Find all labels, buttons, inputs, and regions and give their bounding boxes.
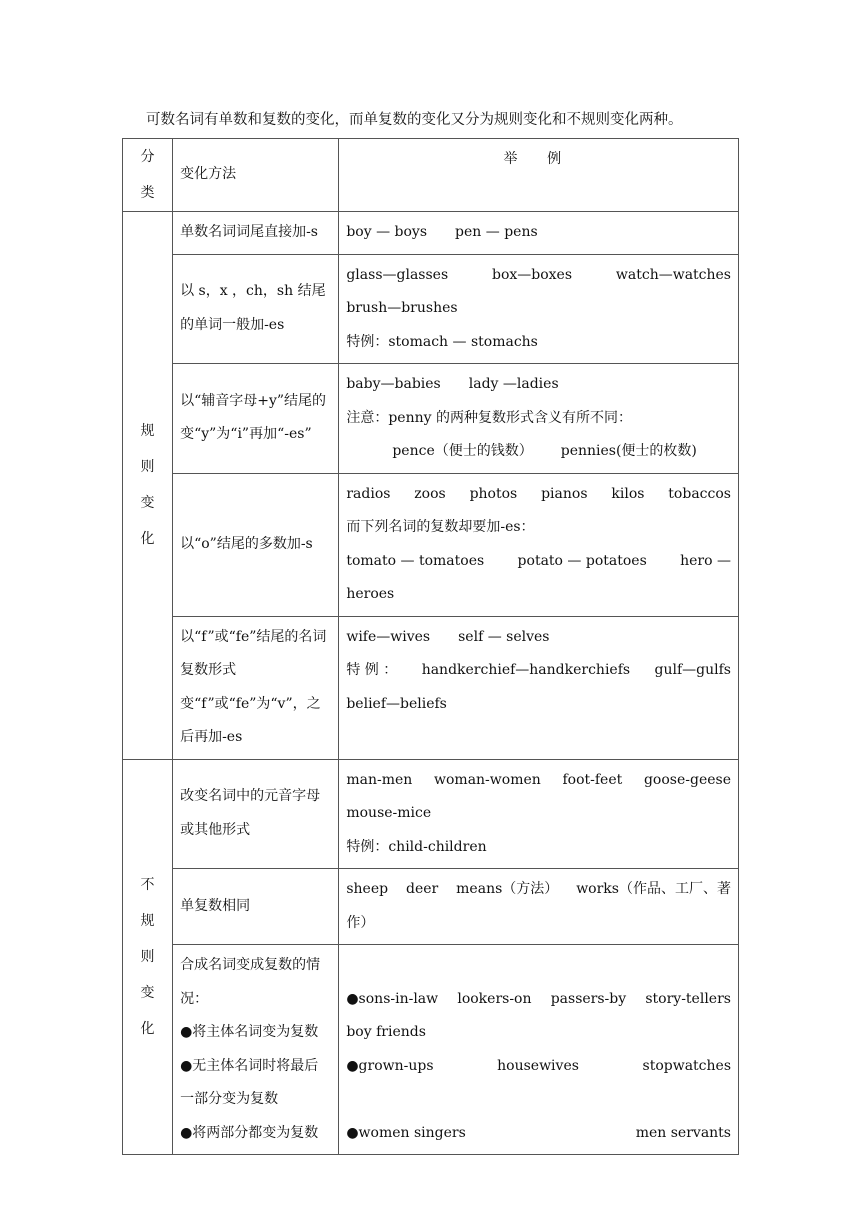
example-line xyxy=(346,1016,731,1050)
example-cell xyxy=(339,869,739,945)
plural-rules-table xyxy=(122,138,739,1155)
example-line xyxy=(346,654,731,688)
example-cell xyxy=(339,759,739,869)
example-line xyxy=(346,1117,731,1151)
example-line xyxy=(346,478,731,512)
example-text: works（作品、工厂、著 xyxy=(576,881,731,897)
example-text: 特例：child-children xyxy=(346,838,487,855)
example-line xyxy=(346,907,731,941)
method-line: ●将主体名词变为复数 xyxy=(180,1024,319,1040)
example-text: hero — xyxy=(680,552,731,569)
example-text: goose-geese xyxy=(643,771,731,788)
regular-row-1 xyxy=(123,212,739,255)
intro-paragraph: 可数名词有单数和复数的变化，而单复数的变化又分为规则变化和不规则变化两种。 xyxy=(146,112,683,128)
irregular-row-3 xyxy=(123,945,739,1155)
example-text: pianos xyxy=(541,485,588,502)
example-text: deer xyxy=(406,881,439,897)
example-text: 而下列名词的复数却要加-es： xyxy=(346,519,535,535)
example-line xyxy=(346,402,731,436)
example-text: kilos xyxy=(611,485,645,502)
method-cell: 单复数相同 xyxy=(173,869,339,945)
table-header-row xyxy=(123,139,739,212)
example-cell xyxy=(339,364,739,474)
header-category: 分类 xyxy=(123,139,173,212)
method-line: 合成名词变成复数的情况： xyxy=(180,957,321,1007)
example-line xyxy=(346,326,731,360)
example-cell xyxy=(339,473,739,616)
example-text: photos xyxy=(469,485,518,502)
example-line xyxy=(346,621,731,655)
example-text: wife—wives xyxy=(346,628,431,645)
example-text: ●grown-ups xyxy=(346,1057,434,1074)
example-line xyxy=(346,292,731,326)
example-text: pen — pens xyxy=(455,224,538,240)
example-line xyxy=(346,688,731,722)
regular-row-3 xyxy=(123,364,739,474)
example-text: belief—beliefs xyxy=(346,695,447,712)
method-cell: 以“o”结尾的多数加-s xyxy=(173,473,339,616)
example-text: radios xyxy=(346,485,391,502)
example-text: zoos xyxy=(414,485,446,502)
example-text: potato — potatoes xyxy=(517,552,647,569)
method-cell: 单数名词词尾直接加-s xyxy=(173,212,339,255)
irregular-row-2 xyxy=(123,869,739,945)
example-text: 作） xyxy=(346,914,375,931)
example-text: mouse-mice xyxy=(346,805,432,821)
example-text: gulf—gulfs xyxy=(654,662,731,678)
example-text: box—boxes xyxy=(491,266,573,283)
method-cell: 以 s，x ，ch，sh 结尾的单词一般加-es xyxy=(173,254,339,364)
example-text: man-men xyxy=(346,771,413,788)
example-text: boy friends xyxy=(346,1024,426,1040)
example-text: pence（便士的钱数） xyxy=(392,443,533,459)
example-cell xyxy=(339,254,739,364)
example-text: lady —ladies xyxy=(468,376,559,392)
example-text: heroes xyxy=(346,586,395,602)
method-cell xyxy=(173,945,339,1155)
irregular-row-1 xyxy=(123,759,739,869)
example-text: housewives xyxy=(497,1057,579,1074)
example-text: tomato — tomatoes xyxy=(346,552,485,569)
example-line xyxy=(346,511,731,545)
example-text: means（方法） xyxy=(456,881,559,897)
example-text: ●sons-in-law xyxy=(346,990,439,1007)
example-text: lookers-on xyxy=(457,990,532,1007)
example-text: 注意：penny 的两种复数形式含义有所不同： xyxy=(346,409,632,426)
example-text: sheep xyxy=(346,881,389,897)
example-text: passers-by xyxy=(550,990,627,1007)
example-line xyxy=(346,545,731,579)
example-text: handkerchief—handkerchiefs xyxy=(421,662,631,678)
method-cell: 以“f”或“fe”结尾的名词复数形式变“f”或“fe”为“v”，之后再加-es xyxy=(173,616,339,759)
example-text: foot-feet xyxy=(562,771,623,788)
example-line xyxy=(346,873,731,907)
example-text: baby—babies xyxy=(346,376,441,392)
example-line xyxy=(346,435,731,469)
example-text: pennies(便士的枚数) xyxy=(560,443,697,459)
example-text: stopwatches xyxy=(642,1057,731,1074)
example-cell xyxy=(339,212,739,255)
example-text: story-tellers xyxy=(645,990,731,1007)
regular-row-2 xyxy=(123,254,739,364)
example-text: boy — boys xyxy=(346,224,428,240)
example-line xyxy=(346,831,731,865)
example-text: 特 例 ： xyxy=(346,662,398,678)
regular-row-5 xyxy=(123,616,739,759)
example-text: glass—glasses xyxy=(346,266,449,283)
example-text: tobaccos xyxy=(668,485,731,502)
method-line: ●无主体名词时将最后一部分变为复数 xyxy=(180,1057,319,1107)
example-cell xyxy=(339,945,739,1155)
example-line xyxy=(346,983,731,1017)
example-line xyxy=(346,797,731,831)
example-text: brush—brushes xyxy=(346,300,458,316)
method-cell: 改变名词中的元音字母或其他形式 xyxy=(173,759,339,869)
example-text: woman-women xyxy=(434,771,541,788)
header-example: 举 例 xyxy=(339,139,739,212)
method-line: ●将两部分都变为复数 xyxy=(180,1124,319,1141)
example-line xyxy=(346,1050,731,1084)
regular-row-4 xyxy=(123,473,739,616)
example-line xyxy=(346,368,731,402)
example-text: watch—watches xyxy=(615,266,731,283)
example-line xyxy=(346,578,731,612)
example-cell xyxy=(339,616,739,759)
example-line xyxy=(346,764,731,798)
header-method: 变化方法 xyxy=(173,139,339,212)
method-cell: 以“辅音字母+y”结尾的变“y”为“i”再加“-es” xyxy=(173,364,339,474)
category-regular: 规则变化 xyxy=(123,212,173,760)
example-text: men servants xyxy=(635,1124,731,1141)
example-text: self — selves xyxy=(458,628,550,645)
example-line xyxy=(346,259,731,293)
category-irregular: 不规则变化 xyxy=(123,759,173,1155)
example-text: 特例：stomach — stomachs xyxy=(346,333,538,350)
example-line xyxy=(346,216,731,250)
example-text: ●women singers xyxy=(346,1124,466,1141)
